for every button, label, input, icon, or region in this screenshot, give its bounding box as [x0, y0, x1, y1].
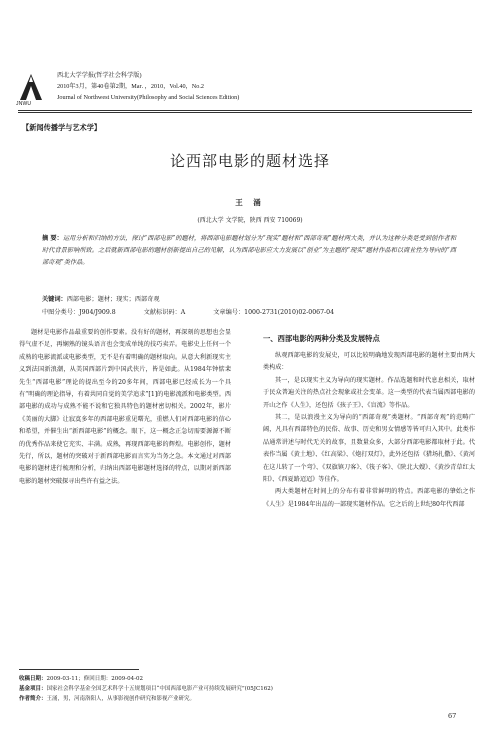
abstract-label: 摘 要：: [42, 235, 63, 242]
section-label: 【新闻传播学与艺术学】: [22, 123, 102, 132]
affiliation: (西北大学 文学院，陕西 西安 710069): [197, 217, 303, 224]
footnote-text: 国家社会科学基金全国艺术科学十五规划项目“中国西部电影产业可持续发展研究”(05JC162): [46, 686, 273, 692]
footnote-rule: [19, 669, 139, 670]
document-code: 文献标识码：A: [143, 309, 186, 316]
keywords: [42, 294, 160, 303]
footnote-label: 基金项目：: [19, 686, 47, 692]
footnote-label: 作者简介：: [19, 696, 47, 702]
article-number: 文章编号：1000-2731(2010)02-0067-04: [213, 309, 335, 316]
footnote-text: 王涌，男，河南洛阳人，从事影视创作研究和影视产业研究。: [46, 696, 196, 702]
body-paragraph: 题材是电影作品最重要的创作要素。没有好的题材，再深刻的思想也会显得气虚不足，再娴熟的镜头语言也会变成单纯的技巧卖弄。电影史上任何一个成熟的电影流派或电影类型，无不是有着明确的题材取向。从意大利新现实主义到法国新浪潮，从美国西部片到中国武侠片，皆是如此。从1984年钟惦棐先生“西部电影”理论的提出至今的20多年间，西部电影已经成长为一个具有“明确的理论指导，有着共同自觉的美学追求”[1]的电影流派和电影类型。西部电影的成功与成熟不能不说和它独具特色的题材密切相关。2002年，影片《美丽的大脚》让寂寞多年的西部电影重见曙光，重燃人们对西部电影的信心和希望，并催生出“新西部电影”的概念。眼下，这一概念正急切需要源源不断的优秀作品来使它充实、丰满。成熟，再现西部电影的辉煌。电影创作，题材先行，所以，题材的突破对于新西部电影而言实为当务之急。本文通过对西部电影的题材进行梳理和分析，归纳出西部电影题材选择的特点，以期对新西部电影的题材突破探寻出些许有益之法。: [19, 329, 231, 485]
header-rule-2: [18, 112, 472, 113]
article-title: 论西部电影的题材选择: [169, 152, 330, 170]
issue-info: 2010年3月，第40卷第2期，Mar．，2010，Vol.40，No.2: [57, 83, 205, 90]
footnote-received: [19, 674, 143, 682]
abstract: [42, 233, 456, 270]
keywords-label: 关键词：: [42, 296, 67, 303]
footnote-author: [19, 694, 195, 702]
footnote-label: 收稿日期：: [19, 676, 47, 682]
header-rule: [18, 110, 472, 111]
journal-name-en: Journal of Northwest University(Philosophy and Social Sciences Edition): [57, 94, 240, 101]
footnote-text: 2009-03-11；修回日期：2009-04-02: [46, 676, 143, 682]
body-right-column: [263, 327, 475, 511]
body-left-column: [19, 327, 231, 488]
abstract-text: 运用分析和归纳的方法，探讨“西部电影”的题材，将西部电影题材划分为“现实”题材和“西部奇观”题材两大类，并认为这种分类是受到创作者和时代背景影响所致。之后就新西部电影的题材创新提出自己的见解，认为西部电影应大力发展以“创业”为主题的“现实”题材作品和以商业性为导向的“西部奇观”类作品。: [42, 235, 457, 267]
body-paragraph: 其二，是以浪漫主义为导向的“西部奇观”类题材。“西部奇观”的范畴广阔，凡具有西部特色的民俗、故事、历史和男女情感等皆可归入其中。此类作品通常讲述与时代无关的故事，且数量众多，大部分西部电影都取材于此。代表作当属《黄土地》、《红高粱》、《炮打双灯》，此外还包括《猎场扎撒》、《黄河在这儿转了一个弯》、《双旗镇刀客》、《筏子客》、《陕北大嫂》、《黄沙青草红太阳》、《西夏路迢迢》等佳作。: [263, 414, 475, 484]
keywords-text: 西部电影；题材；现实；西部奇观: [66, 296, 160, 303]
page-number: 67: [448, 712, 457, 720]
body-paragraph: 纵观西部电影的发展史，可以比较明确地发现西部电影的题材主要由两大类构成：: [263, 352, 475, 372]
journal-logo-icon: [18, 72, 44, 102]
clc-number: 中图分类号：J904/J909.8: [42, 309, 116, 316]
body-paragraph: 其一，是以现实主义为导向的现实题材。作品选题和时代息息相关，取材于民众普遍关注的热点社会现象或社会变革。这一类型的代表当属西部电影的开山之作《人生》，还包括《孩子王》、《盲流》等作品。: [263, 376, 475, 409]
body-paragraph: 两大类题材在时间上的分布有着非常鲜明的特点。西部电影的肇始之作《人生》是1984年出品的一部现实题材作品。它之后的上世纪80年代西部: [263, 488, 475, 508]
author-name: 王 涌: [235, 198, 265, 207]
logo-text: JNWU: [16, 101, 32, 107]
classification-line: [42, 307, 360, 316]
journal-name: 西北大学学报(哲学社会科学版): [57, 72, 142, 79]
section-heading: 一、西部电影的两种分类及发展特点: [263, 334, 380, 343]
footnote-fund: [19, 684, 273, 692]
